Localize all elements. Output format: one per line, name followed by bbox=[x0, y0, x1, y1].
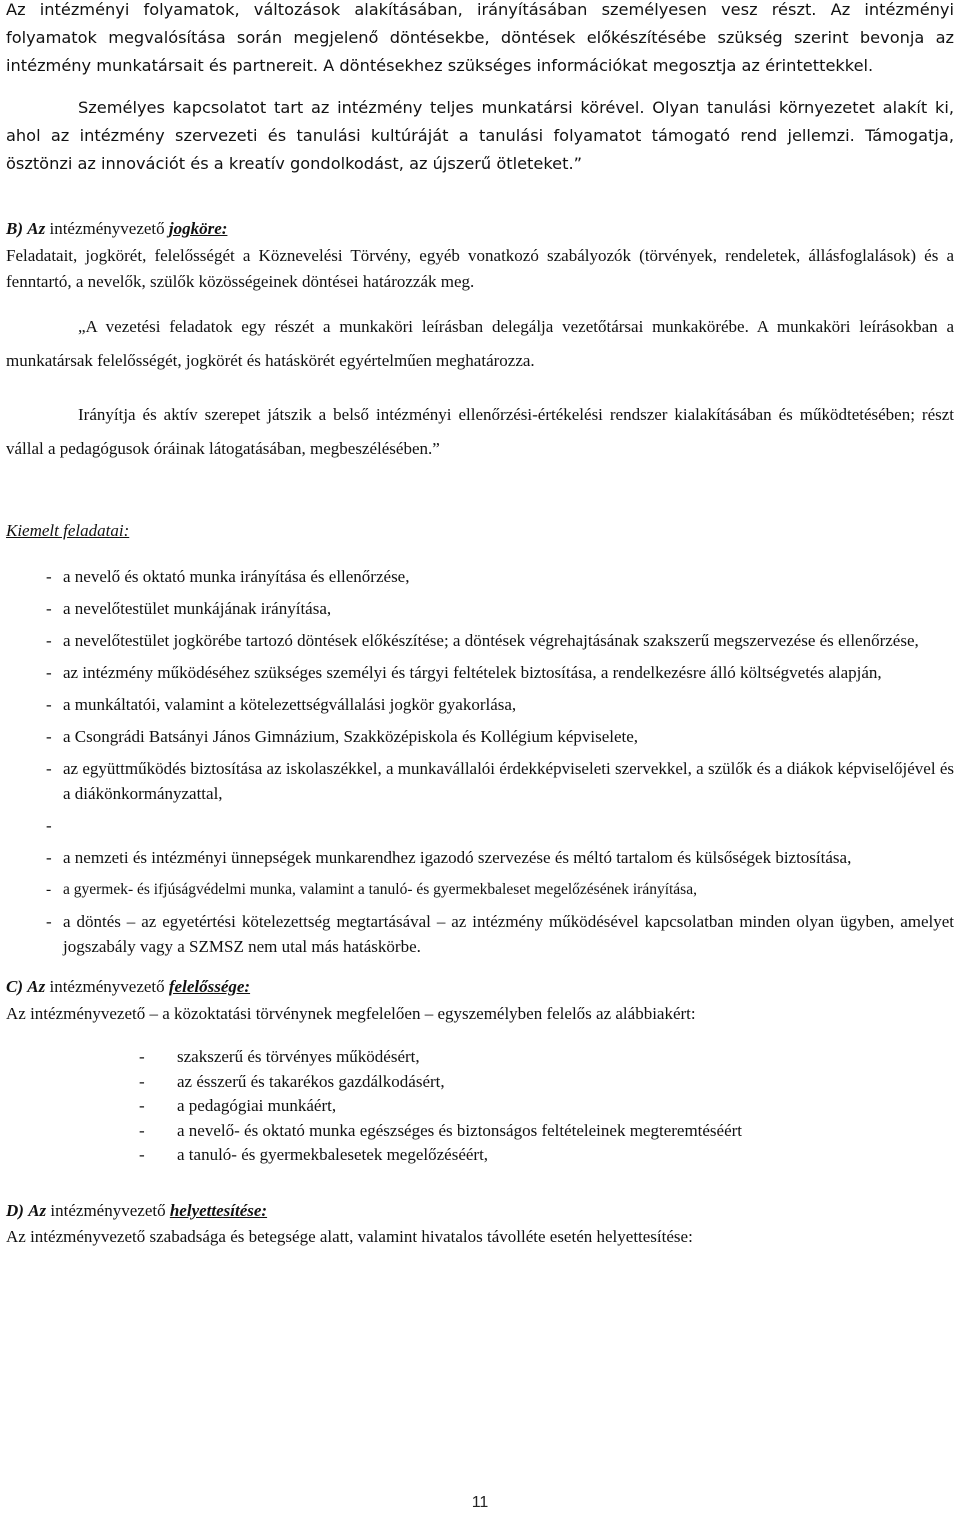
section-b-letter: B) bbox=[6, 219, 23, 238]
section-c-list bbox=[6, 1045, 954, 1168]
kiemelt-feladatai-title: Kiemelt feladatai: bbox=[6, 520, 130, 540]
section-b-role: intézményvezető bbox=[49, 219, 165, 238]
list-item: - az ésszerű és takarékos gazdálkodásért, bbox=[139, 1070, 954, 1095]
section-b-az: Az bbox=[27, 219, 46, 238]
section-c-az: Az bbox=[27, 977, 46, 996]
page-number: 11 bbox=[471, 1494, 489, 1511]
list-item-empty bbox=[46, 813, 954, 838]
list-item: - a nemzeti és intézményi ünnepségek munkarendhez igazodó szervezése és méltó tartalom és külsőségek biztosítása, bbox=[46, 845, 954, 870]
section-b-heading bbox=[6, 216, 954, 243]
section-d-heading bbox=[6, 1198, 954, 1225]
section-c-heading bbox=[6, 974, 954, 1001]
intro-paragraph-2: Személyes kapcsolatot tart az intézmény teljes munkatársi körével. Olyan tanulási környezetet alakít ki, ahol az intézmény szervezeti és tanulási kultúráját a tanulási folyamatot támogató rend jellemzi. Támogatja, ösztönzi az innovációt és a kreatív gondolkodást, az újszerű ötleteket.” bbox=[6, 98, 954, 173]
list-item: - az együttműködés biztosítása az iskolaszékkel, a munkavállalói érdekképviseleti szervekkel, a szülők és a diákok képviselőjével és a diákönkormányzattal, bbox=[46, 756, 954, 806]
section-d-topic: helyettesítése: bbox=[169, 1200, 268, 1220]
section-b-paragraph-3: Irányítja és aktív szerepet játszik a belső intézményi ellenőrzési-értékelési rendszer kialakításában és működtetésében; részt vállal a pedagógusok óráinak látogatásában, megbeszélésében.” bbox=[6, 404, 954, 458]
list-item: - az intézmény működéséhez szükséges személyi és tárgyi feltételek biztosítása, a rendelkezésre álló költségvetés alapján, bbox=[46, 660, 954, 685]
section-c-intro: Az intézményvezető – a közoktatási törvénynek megfelelően – egyszemélyben felelős az alábbiakért: bbox=[6, 1003, 696, 1023]
list-item: - a nevelő és oktató munka irányítása és ellenőrzése, bbox=[46, 564, 954, 589]
list-item: - a nevelő- és oktató munka egészséges és biztonságos feltételeinek megteremtéséért bbox=[139, 1119, 954, 1144]
section-b-topic: jogköre: bbox=[168, 219, 228, 238]
intro-paragraph-1: Az intézményi folyamatok, változások alakításában, irányításában személyesen vesz részt. Az intézményi folyamatok megvalósítása során megjelenő döntésekbe, döntések előkészítésébe szükség szerint bevonja az intézmény munkatársait és partnereit. A döntésekhez szükséges információkat megosztja az érintettekkel. bbox=[6, 0, 954, 75]
kiemelt-feladatai-list bbox=[6, 564, 954, 959]
section-d-role: intézményvezető bbox=[50, 1200, 166, 1220]
section-c-letter: C) bbox=[6, 977, 23, 996]
list-item: - a döntés – az egyetértési kötelezettség megtartásával – az intézmény működésével kapcsolatban minden olyan ügyben, amelyet jogszabály vagy a SZMSZ nem utal más hatáskörbe. bbox=[46, 909, 954, 959]
section-d-letter: D) bbox=[6, 1200, 24, 1220]
section-c-role: intézményvezető bbox=[49, 977, 165, 996]
list-item: - a tanuló- és gyermekbalesetek megelőzéséért, bbox=[139, 1143, 954, 1168]
list-item: - szakszerű és törvényes működésért, bbox=[139, 1045, 954, 1070]
list-item: - a nevelőtestület jogkörébe tartozó döntések előkészítése; a döntések végrehajtásának szakszerű megszervezése és ellenőrzése, bbox=[46, 628, 954, 653]
section-d-az: Az bbox=[28, 1200, 47, 1220]
list-item: - a nevelőtestület munkájának irányítása, bbox=[46, 596, 954, 621]
list-item: - a pedagógiai munkáért, bbox=[139, 1094, 954, 1119]
section-d-text: Az intézményvezető szabadsága és betegsége alatt, valamint hivatalos távolléte esetén helyettesítése: bbox=[6, 1227, 693, 1246]
section-c-topic: felelőssége: bbox=[168, 977, 251, 996]
section-b-paragraph-1: Feladatait, jogkörét, felelősségét a Köznevelési Törvény, egyéb vonatkozó szabályozók (törvények, rendeletek, állásfoglalások) és a fenntartó, a nevelők, szülők közösségeinek döntései határozzák meg. bbox=[6, 245, 954, 291]
list-item: - a Csongrádi Batsányi János Gimnázium, Szakközépiskola és Kollégium képviselete, bbox=[46, 724, 954, 749]
section-b-paragraph-2: „A vezetési feladatok egy részét a munkaköri leírásban delegálja vezetőtársai munkakörébe. A munkaköri leírásokban a munkatársak felelősségét, jogkörét és hatáskörét egyértelműen meghatározza. bbox=[6, 316, 954, 370]
list-item: - a gyermek- és ifjúságvédelmi munka, valamint a tanuló- és gyermekbaleset megelőzésének irányítása, bbox=[46, 877, 954, 902]
list-item: - a munkáltatói, valamint a kötelezettségvállalási jogkör gyakorlása, bbox=[46, 692, 954, 717]
